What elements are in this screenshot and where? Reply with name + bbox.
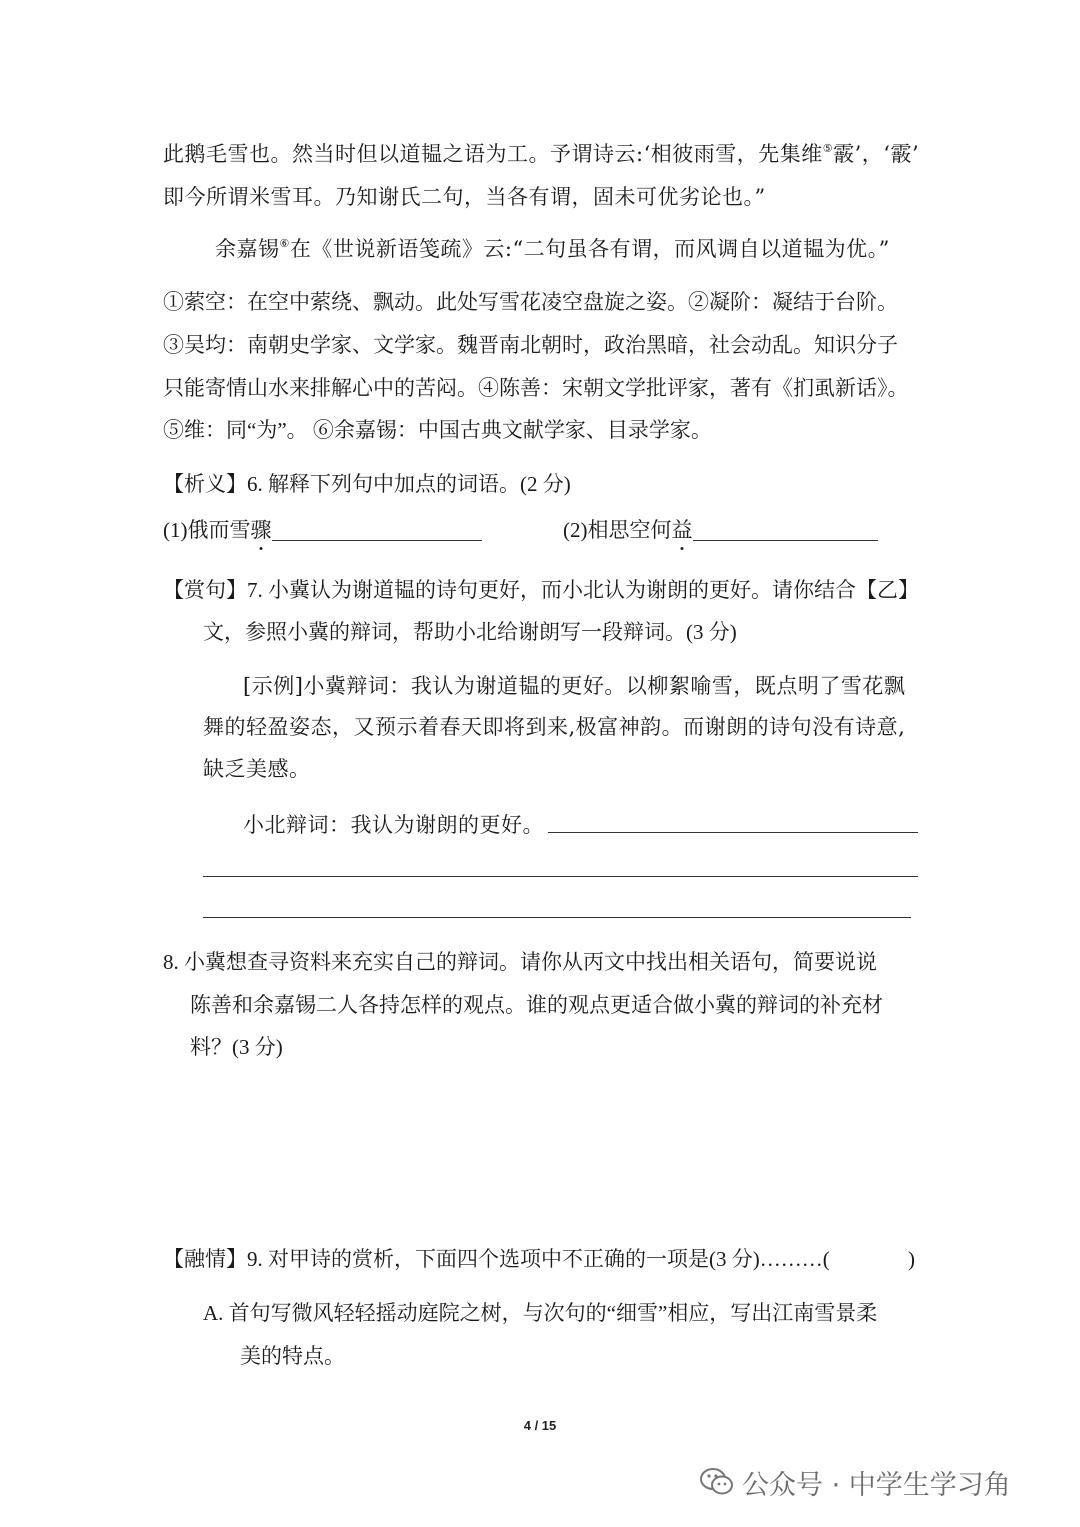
answer-line-2[interactable] <box>203 876 918 877</box>
footnote-marker: ⑥ <box>279 237 290 250</box>
note-line-4: ⑤维：同“为”。 ⑥余嘉锡：中国古典文献学家、目录学家。 <box>163 418 712 442</box>
q7-example-2: 舞的轻盈姿态，又预示着春天即将到来,极富神韵。而谢朗的诗句没有诗意, <box>203 715 906 739</box>
watermark <box>700 1462 1011 1502</box>
q9-option-a-2: 美的特点。 <box>240 1344 345 1368</box>
answer-line-1[interactable] <box>548 832 918 833</box>
q7-answer-prompt: 小北辩词：我认为谢朗的更好。 <box>243 813 544 837</box>
q7-line-2: 文，参照小冀的辩词，帮助小北给谢朗写一段辩词。(3 分) <box>203 620 737 644</box>
q9-answer-paren-close[interactable]: ) <box>908 1247 915 1271</box>
q7-line-1: 【赏句】7. 小冀认为谢道韫的诗句更好，而小北认为谢朗的更好。请你结合【乙】 <box>163 578 919 602</box>
q9-option-a-1: A. 首句写微风轻轻摇动庭院之树，与次句的“细雪”相应，写出江南雪景柔 <box>203 1301 878 1325</box>
q8-line-3: 料？(3 分) <box>190 1035 283 1059</box>
emphasis-char: 骤 <box>250 518 272 542</box>
answer-blank-2[interactable] <box>693 520 878 541</box>
note-line-1: ①萦空：在空中萦绕、飘动。此处写雪花凌空盘旋之姿。②凝阶：凝结于台阶。 <box>163 290 898 314</box>
answer-blank-1[interactable] <box>272 520 482 541</box>
q8-line-2: 陈善和余嘉锡二人各持怎样的观点。谁的观点更适合做小冀的辩词的补充材 <box>190 993 883 1017</box>
q7-example-1: [示例]小冀辩词：我认为谢道韫的更好。以柳絮喻雪，既点明了雪花飘 <box>243 674 906 698</box>
q9-title: 【融情】9. 对甲诗的赏析，下面四个选项中不正确的一项是(3 分)………( <box>163 1247 830 1271</box>
footnote-marker: ⑤ <box>822 142 834 155</box>
q6-item-1: (1)俄而雪骤 <box>163 520 482 541</box>
passage-line-2: 即今所谓米雪耳。乃知谢氏二句，当各有谓，固未可优劣论也。” <box>163 185 766 209</box>
passage-line-1: 此鹅毛雪也。然当时但以道韫之语为工。予谓诗云:‘相彼雨雪，先集维⑤霰’，‘霰’ <box>163 142 920 166</box>
watermark-text: 公众号 · 中学生学习角 <box>742 1469 1011 1501</box>
q7-example-3: 缺乏美感。 <box>203 757 311 781</box>
emphasis-char: 益 <box>671 518 693 542</box>
q6-title: 【析义】6. 解释下列句中加点的词语。(2 分) <box>163 472 571 496</box>
q6-item-2: (2)相思空何益 <box>563 520 878 541</box>
page-number: 4 / 15 <box>523 1418 557 1433</box>
note-line-3: 只能寄情山水来排解心中的苦闷。④陈善：宋朝文学批评家，著有《扪虱新话》。 <box>163 376 909 400</box>
note-line-2: ③吴均：南朝史学家、文学家。魏晋南北朝时，政治黑暗，社会动乱。知识分子 <box>163 333 898 357</box>
wechat-icon <box>700 1467 734 1497</box>
passage-line-3: 余嘉锡⑥在《世说新语笺疏》云:“二句虽各有谓，而风调自以道韫为优。” <box>215 237 890 261</box>
answer-line-3[interactable] <box>203 917 911 918</box>
q8-line-1: 8. 小冀想查寻资料来充实自己的辩词。请你从丙文中找出相关语句，简要说说 <box>163 950 877 974</box>
